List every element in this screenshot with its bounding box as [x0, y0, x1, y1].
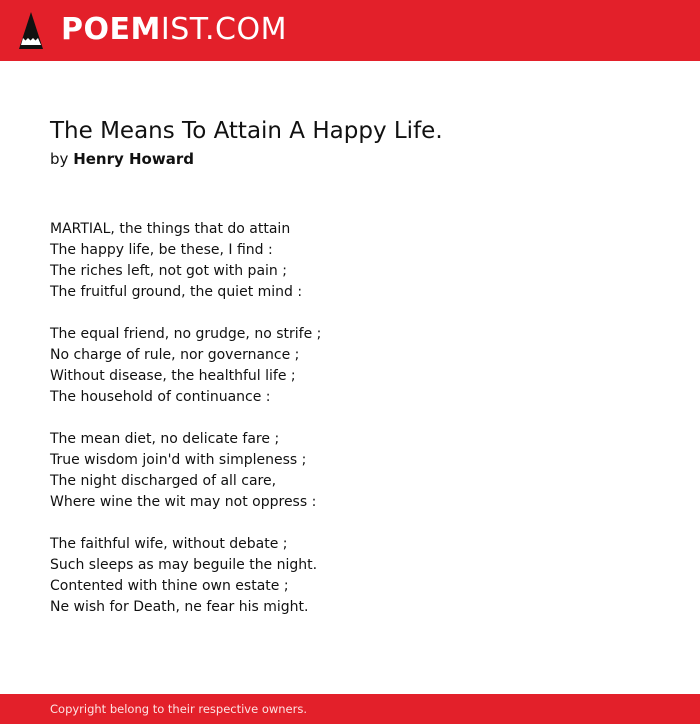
poem-line: The night discharged of all care,	[50, 473, 277, 489]
poem-line: MARTIAL, the things that do attain	[50, 221, 291, 237]
poem-body	[50, 219, 321, 618]
poem-byline	[50, 149, 194, 169]
poem-line: Contented with thine own estate ;	[50, 578, 289, 594]
poem-line: The mean diet, no delicate fare ;	[50, 431, 280, 447]
logo-light-text: IST.COM	[160, 12, 287, 47]
poem-title: The Means To Attain A Happy Life.	[50, 118, 443, 144]
poem-line: The riches left, not got with pain ;	[50, 263, 287, 279]
pencil-icon[interactable]	[18, 11, 44, 51]
poem-line: Ne wish for Death, ne fear his might.	[50, 599, 309, 615]
poem-line: Where wine the wit may not oppress :	[50, 494, 317, 510]
poem-stanza	[50, 429, 321, 513]
poem-line: The faithful wife, without debate ;	[50, 536, 288, 552]
poem-line: True wisdom join'd with simpleness ;	[50, 452, 307, 468]
site-logo[interactable]	[61, 13, 287, 47]
poem-stanza	[50, 534, 321, 618]
poem-line: Such sleeps as may beguile the night.	[50, 557, 318, 573]
poem-line: The fruitful ground, the quiet mind :	[50, 284, 303, 300]
poem-line: No charge of rule, nor governance ;	[50, 347, 300, 363]
author-name: Henry Howard	[73, 150, 194, 168]
copyright-text: Copyright belong to their respective owners.	[50, 702, 308, 716]
poem-line: The household of continuance :	[50, 389, 271, 405]
poem-stanza	[50, 219, 321, 303]
site-footer	[0, 694, 700, 724]
poem-line: The equal friend, no grudge, no strife ;	[50, 326, 322, 342]
poem-line: The happy life, be these, I find :	[50, 242, 273, 258]
logo-bold-text: POEM	[61, 12, 161, 47]
poem-stanza	[50, 324, 321, 408]
poem-line: Without disease, the healthful life ;	[50, 368, 296, 384]
site-header	[0, 0, 700, 61]
by-label: by	[50, 150, 69, 168]
